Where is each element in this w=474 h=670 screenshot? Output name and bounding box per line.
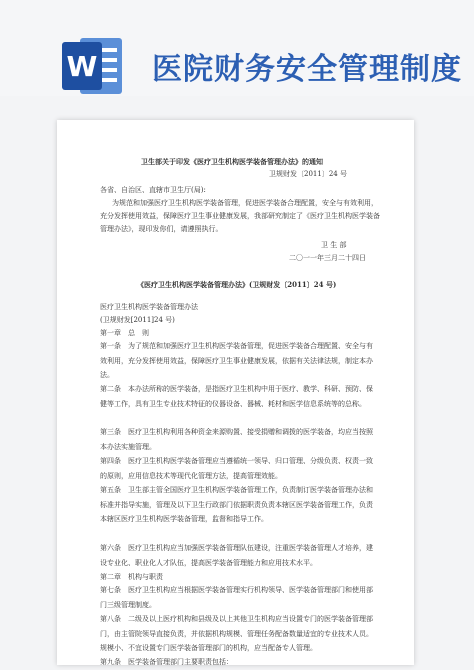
notice-body-line: 管理办法》，现印发你们，请遵照执行。 (100, 225, 223, 233)
regulation-doc-number: (卫规财发[2011]24 号) (100, 316, 175, 324)
notice-body-line: 为规范和加强医疗卫生机构医学装备管理，促进医学装备合理配置，安全与有效利用， (112, 199, 378, 207)
notice-addressee: 各省、自治区、直辖市卫生厅(局): (100, 186, 206, 194)
regulation-name: 医疗卫生机构医学装备管理办法 (100, 303, 198, 311)
article-paragraph: 第九条 医学装备管理部门主要职责包括： (100, 658, 233, 666)
regulation-heading: 《医疗卫生机构医学装备管理办法》(卫规财发〔2011〕24 号) (137, 280, 337, 289)
article-paragraph: 第一条 为了规范和加强医疗卫生机构医学装备管理，促进医学装备合理配置、安全与有效利用，充分发挥使用效益，保障医疗卫生事业健康发展，依据有关法律法规，制定本办法。 (100, 342, 373, 379)
document-page (57, 120, 414, 665)
word-document-icon (60, 36, 124, 96)
chapter-heading: 第一章 总 则 (100, 329, 149, 337)
banner (0, 0, 474, 96)
notice-title: 卫生部关于印发《医疗卫生机构医学装备管理办法》的通知 (141, 157, 323, 166)
notice-date: 二〇一一年三月二十四日 (289, 254, 366, 262)
article-paragraph: 第四条 医疗卫生机构医学装备管理应当遵循统一领导、归口管理、分级负责、权责一致的原则，应用信息技术等现代化管理方法，提高管理效能。 (100, 457, 373, 480)
word-icon-letter: W (66, 50, 98, 83)
chapter-heading: 第二章 机构与职责 (100, 573, 163, 581)
article-paragraph: 第七条 医疗卫生机构应当根据医学装备管理实行机构领导、医学装备管理部门和使用部门三级管理制度。 (100, 586, 373, 609)
banner-title: 医院财务安全管理制度 (152, 52, 462, 87)
article-paragraph: 第六条 医疗卫生机构应当加强医学装备管理队伍建设，注重医学装备管理人才培养，建设专业化、职业化人才队伍，提高医学装备管理能力和应用技术水平。 (100, 544, 373, 567)
article-paragraph: 第八条 二级及以上医疗机构和县级及以上其他卫生机构应当设置专门的医学装备管理部门，由主管院领导直接负责，并依据机构规模、管理任务配备数量适宜的专业技术人员。规模小、不宜设置专门医学装备管理部门的机构，应当配备专人管理。 (100, 615, 373, 652)
article-paragraph: 第二条 本办法所称的医学装备，是指医疗卫生机构中用于医疗、教学、科研、预防、保健等工作，具有卫生专业技术特征的仪器设备、器械、耗材和医学信息系统等的总称。 (100, 385, 373, 408)
notice-body-line: 充分发挥使用效益，保障医疗卫生事业健康发展，我部研究制定了《医疗卫生机构医学装备 (100, 212, 380, 220)
notice-signer: 卫 生 部 (321, 241, 347, 249)
article-paragraph: 第五条 卫生部主管全国医疗卫生机构医学装备管理工作，负责制订医学装备管理办法和标准并指导实施，管理及以下卫生行政部门依据职责负责本辖区医学装备管理工作，负责本辖区医疗卫生机构医学装备管理，监督和指导工作。 (100, 486, 373, 523)
notice-doc-number: 卫规财发〔2011〕24 号 (269, 170, 347, 178)
article-paragraph: 第三条 医疗卫生机构利用各种资金来源购置、接受捐赠和调拨的医学装备，均应当按照本办法实施管理。 (100, 428, 373, 451)
